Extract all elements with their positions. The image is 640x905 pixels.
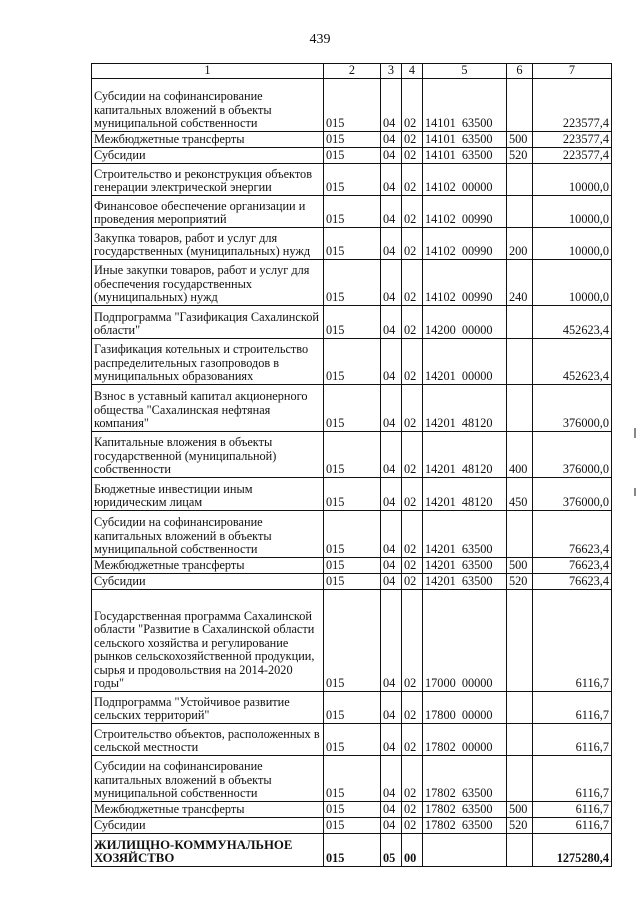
- row-amount: 6116,7: [533, 755, 612, 801]
- row-target-article: 14101 63500: [423, 78, 507, 131]
- row-amount: 76623,4: [533, 510, 612, 557]
- row-name: Капитальные вложения в объекты государственной (муниципальной) собственности: [92, 431, 324, 477]
- row-target-article: 17802 63500: [423, 755, 507, 801]
- row-target-article: 14102 00990: [423, 227, 507, 259]
- table-row: [92, 589, 612, 691]
- row-subsection: 02: [402, 431, 423, 477]
- row-target-article: 14201 63500: [423, 510, 507, 557]
- row-expense-type: [507, 589, 533, 691]
- budget-table: [91, 63, 612, 867]
- row-subsection: 02: [402, 691, 423, 723]
- row-target-article: 14201 00000: [423, 338, 507, 384]
- table-header-row: [92, 64, 612, 79]
- row-admin-code: 015: [324, 431, 381, 477]
- table-row: [92, 431, 612, 477]
- row-subsection: 02: [402, 573, 423, 589]
- row-expense-type: 500: [507, 801, 533, 817]
- row-admin-code: 015: [324, 557, 381, 573]
- table-row: [92, 723, 612, 755]
- row-section: 04: [381, 573, 402, 589]
- column-header: 1: [92, 64, 324, 79]
- table-row: [92, 338, 612, 384]
- table-row: [92, 510, 612, 557]
- row-name: Строительство объектов, расположенных в сельской местности: [92, 723, 324, 755]
- table-row: [92, 227, 612, 259]
- column-header: 7: [533, 64, 612, 79]
- row-amount: 6116,7: [533, 723, 612, 755]
- column-header: 4: [402, 64, 423, 79]
- row-section: 04: [381, 589, 402, 691]
- row-expense-type: [507, 78, 533, 131]
- row-admin-code: 015: [324, 573, 381, 589]
- row-amount: 452623,4: [533, 338, 612, 384]
- row-admin-code: 015: [324, 755, 381, 801]
- row-name: Субсидии: [92, 817, 324, 833]
- row-expense-type: [507, 833, 533, 866]
- row-target-article: 17802 63500: [423, 817, 507, 833]
- table-row: [92, 755, 612, 801]
- table-row: [92, 305, 612, 338]
- row-name: Субсидии на софинансирование капитальных вложений в объекты муниципальной собственности: [92, 755, 324, 801]
- row-subsection: 02: [402, 305, 423, 338]
- row-admin-code: 015: [324, 589, 381, 691]
- table-row: [92, 573, 612, 589]
- row-admin-code: 015: [324, 338, 381, 384]
- row-target-article: 14101 63500: [423, 131, 507, 147]
- column-header: 3: [381, 64, 402, 79]
- table-row: [92, 163, 612, 195]
- row-subsection: 02: [402, 78, 423, 131]
- page-number: 439: [309, 32, 331, 47]
- row-admin-code: 015: [324, 78, 381, 131]
- row-expense-type: [507, 723, 533, 755]
- table-row: [92, 78, 612, 131]
- row-target-article: 14102 00990: [423, 195, 507, 227]
- row-amount: 76623,4: [533, 557, 612, 573]
- row-expense-type: 200: [507, 227, 533, 259]
- row-amount: 6116,7: [533, 817, 612, 833]
- row-amount: 223577,4: [533, 78, 612, 131]
- row-target-article: 14201 48120: [423, 384, 507, 431]
- row-amount: 376000,0: [533, 477, 612, 510]
- table-row: [92, 477, 612, 510]
- row-admin-code: 015: [324, 163, 381, 195]
- row-target-article: 17802 63500: [423, 801, 507, 817]
- table-row: [92, 259, 612, 305]
- row-section: 04: [381, 259, 402, 305]
- row-target-article: 14201 48120: [423, 477, 507, 510]
- row-target-article: 14102 00000: [423, 163, 507, 195]
- row-section: 04: [381, 801, 402, 817]
- row-amount: 76623,4: [533, 573, 612, 589]
- row-expense-type: 240: [507, 259, 533, 305]
- row-section: 04: [381, 431, 402, 477]
- row-admin-code: 015: [324, 723, 381, 755]
- row-section: 04: [381, 338, 402, 384]
- row-admin-code: 015: [324, 833, 381, 866]
- row-name: Подпрограмма "Газификация Сахалинской области": [92, 305, 324, 338]
- table-row: [92, 384, 612, 431]
- row-amount: 6116,7: [533, 801, 612, 817]
- row-expense-type: 400: [507, 431, 533, 477]
- row-subsection: 00: [402, 833, 423, 866]
- row-section: 04: [381, 817, 402, 833]
- table-row: [92, 691, 612, 723]
- row-name: Газификация котельных и строительство распределительных газопроводов в муниципальных образованиях: [92, 338, 324, 384]
- row-subsection: 02: [402, 510, 423, 557]
- row-amount: 452623,4: [533, 305, 612, 338]
- row-expense-type: 500: [507, 557, 533, 573]
- row-amount: 223577,4: [533, 131, 612, 147]
- table-row: [92, 147, 612, 163]
- row-expense-type: 520: [507, 573, 533, 589]
- row-amount: 6116,7: [533, 589, 612, 691]
- row-amount: 1275280,4: [533, 833, 612, 866]
- row-subsection: 02: [402, 589, 423, 691]
- row-expense-type: [507, 755, 533, 801]
- row-expense-type: [507, 338, 533, 384]
- row-subsection: 02: [402, 817, 423, 833]
- row-section: 04: [381, 691, 402, 723]
- column-header: 5: [423, 64, 507, 79]
- row-expense-type: [507, 691, 533, 723]
- row-admin-code: 015: [324, 131, 381, 147]
- row-admin-code: 015: [324, 801, 381, 817]
- row-section: 04: [381, 305, 402, 338]
- row-expense-type: [507, 163, 533, 195]
- row-target-article: 17000 00000: [423, 589, 507, 691]
- row-subsection: 02: [402, 131, 423, 147]
- table-body: [92, 64, 612, 867]
- row-subsection: 02: [402, 723, 423, 755]
- row-section: 04: [381, 227, 402, 259]
- table-row: [92, 131, 612, 147]
- row-expense-type: [507, 384, 533, 431]
- row-name: Иные закупки товаров, работ и услуг для обеспечения государственных (муниципальных) нужд: [92, 259, 324, 305]
- row-section: 04: [381, 384, 402, 431]
- row-name: Межбюджетные трансферты: [92, 801, 324, 817]
- row-name: Финансовое обеспечение организации и проведения мероприятий: [92, 195, 324, 227]
- row-expense-type: [507, 510, 533, 557]
- row-name: Государственная программа Сахалинской области "Развитие в Сахалинской области сельского хозяйства и регулирование рынков сельскохозяйственной продукции, сырья и продовольствия на 2014-2020 годы": [92, 589, 324, 691]
- scan-mark: [634, 488, 636, 496]
- row-admin-code: 015: [324, 384, 381, 431]
- column-header: 2: [324, 64, 381, 79]
- row-target-article: 14201 48120: [423, 431, 507, 477]
- column-header: 6: [507, 64, 533, 79]
- table-row: [92, 195, 612, 227]
- row-section: 04: [381, 477, 402, 510]
- row-name: Субсидии: [92, 147, 324, 163]
- row-subsection: 02: [402, 163, 423, 195]
- table-row: [92, 833, 612, 866]
- row-expense-type: 500: [507, 131, 533, 147]
- row-section: 04: [381, 147, 402, 163]
- table-row: [92, 801, 612, 817]
- row-expense-type: 450: [507, 477, 533, 510]
- row-amount: 376000,0: [533, 431, 612, 477]
- row-expense-type: [507, 195, 533, 227]
- row-section: 04: [381, 131, 402, 147]
- row-admin-code: 015: [324, 691, 381, 723]
- row-name: Субсидии на софинансирование капитальных вложений в объекты муниципальной собственности: [92, 510, 324, 557]
- row-admin-code: 015: [324, 477, 381, 510]
- row-target-article: 14201 63500: [423, 573, 507, 589]
- row-amount: 376000,0: [533, 384, 612, 431]
- row-section: 05: [381, 833, 402, 866]
- row-name: Бюджетные инвестиции иным юридическим лицам: [92, 477, 324, 510]
- row-subsection: 02: [402, 147, 423, 163]
- row-subsection: 02: [402, 384, 423, 431]
- row-expense-type: 520: [507, 147, 533, 163]
- row-target-article: 14102 00990: [423, 259, 507, 305]
- row-section: 04: [381, 510, 402, 557]
- row-section: 04: [381, 557, 402, 573]
- row-subsection: 02: [402, 227, 423, 259]
- row-admin-code: 015: [324, 195, 381, 227]
- row-admin-code: 015: [324, 227, 381, 259]
- row-target-article: 17802 00000: [423, 723, 507, 755]
- row-admin-code: 015: [324, 510, 381, 557]
- row-subsection: 02: [402, 557, 423, 573]
- row-section: 04: [381, 723, 402, 755]
- row-expense-type: 520: [507, 817, 533, 833]
- row-subsection: 02: [402, 338, 423, 384]
- row-section: 04: [381, 755, 402, 801]
- row-admin-code: 015: [324, 305, 381, 338]
- row-amount: 10000,0: [533, 259, 612, 305]
- row-name: Субсидии на софинансирование капитальных вложений в объекты муниципальной собственности: [92, 78, 324, 131]
- row-name: Закупка товаров, работ и услуг для государственных (муниципальных) нужд: [92, 227, 324, 259]
- row-section: 04: [381, 163, 402, 195]
- row-subsection: 02: [402, 259, 423, 305]
- row-target-article: 14101 63500: [423, 147, 507, 163]
- row-target-article: 17800 00000: [423, 691, 507, 723]
- row-amount: 10000,0: [533, 163, 612, 195]
- row-amount: 6116,7: [533, 691, 612, 723]
- row-name: Межбюджетные трансферты: [92, 557, 324, 573]
- row-subsection: 02: [402, 195, 423, 227]
- row-subsection: 02: [402, 755, 423, 801]
- scan-mark: [634, 428, 636, 438]
- row-name: ЖИЛИЩНО-КОММУНАЛЬНОЕ ХОЗЯЙСТВО: [92, 833, 324, 866]
- row-name: Строительство и реконструкция объектов генерации электрической энергии: [92, 163, 324, 195]
- table-row: [92, 557, 612, 573]
- row-name: Взнос в уставный капитал акционерного общества "Сахалинская нефтяная компания": [92, 384, 324, 431]
- row-amount: 10000,0: [533, 227, 612, 259]
- row-admin-code: 015: [324, 259, 381, 305]
- row-target-article: 14200 00000: [423, 305, 507, 338]
- table-row: [92, 817, 612, 833]
- row-target-article: 14201 63500: [423, 557, 507, 573]
- row-admin-code: 015: [324, 817, 381, 833]
- row-section: 04: [381, 195, 402, 227]
- row-section: 04: [381, 78, 402, 131]
- row-name: Субсидии: [92, 573, 324, 589]
- row-subsection: 02: [402, 801, 423, 817]
- row-subsection: 02: [402, 477, 423, 510]
- row-target-article: [423, 833, 507, 866]
- row-amount: 10000,0: [533, 195, 612, 227]
- row-amount: 223577,4: [533, 147, 612, 163]
- row-name: Подпрограмма "Устойчивое развитие сельских территорий": [92, 691, 324, 723]
- row-expense-type: [507, 305, 533, 338]
- row-admin-code: 015: [324, 147, 381, 163]
- row-name: Межбюджетные трансферты: [92, 131, 324, 147]
